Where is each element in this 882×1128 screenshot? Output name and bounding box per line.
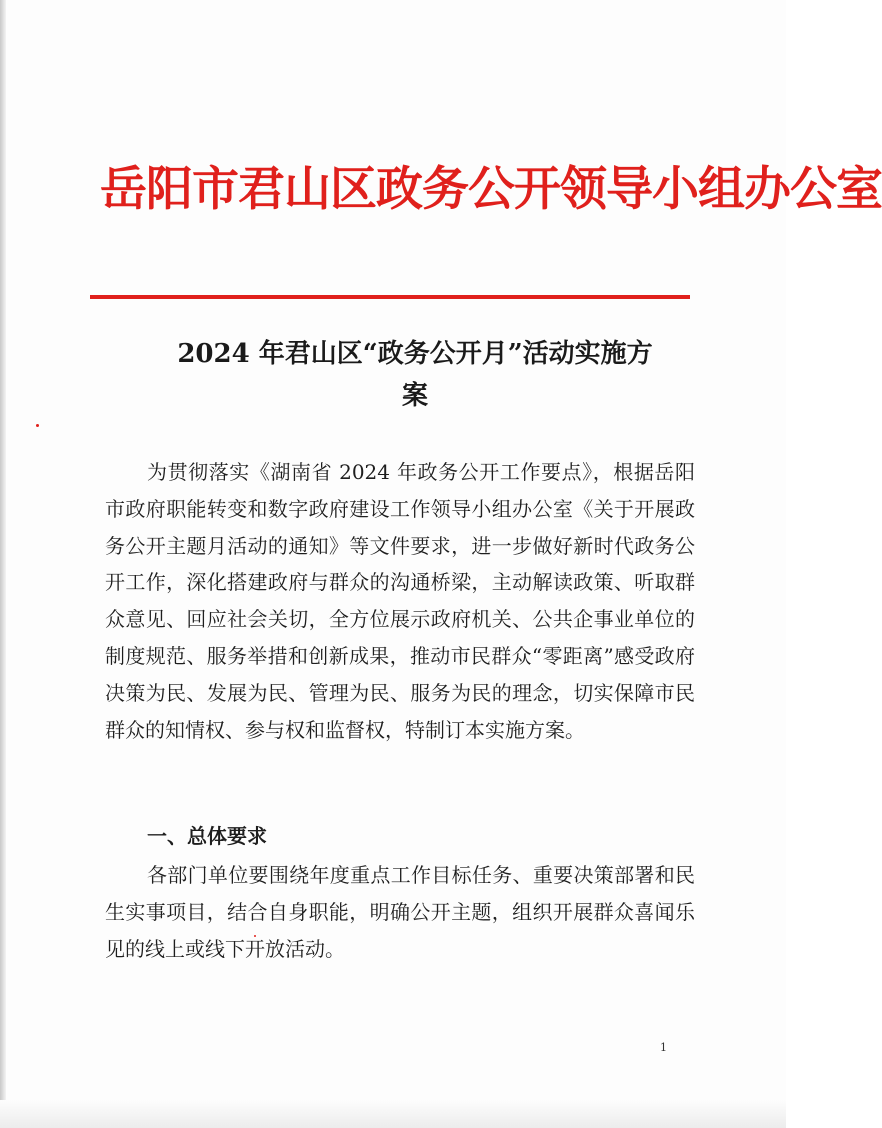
document-title-line-2: 案: [401, 381, 428, 411]
intro-paragraph: 为贯彻落实《湖南省 2024 年政务公开工作要点》，根据岳阳市政府职能转变和数字政府建设工作领导小组办公室《关于开展政务公开主题月活动的通知》等文件要求，进一步做好新时代政务公开工作，深化搭建政府与群众的沟通桥梁，主动解读政策、听取群众意见、回应社会关切，全方位展示政府机关、公共企事业单位的制度规范、服务举措和创新成果，推动市民群众“零距离”感受政府决策为民、发展为民、管理为民、服务为民的理念，切实保障市民群众的知情权、参与权和监督权，特制订本实施方案。: [105, 460, 695, 742]
red-ink-speck: [254, 935, 256, 937]
red-ink-speck: [36, 424, 39, 427]
scan-bottom-shade: [0, 1100, 786, 1128]
section-heading-general-requirements: 一、总体要求: [147, 824, 267, 848]
page-number: 1: [660, 1041, 667, 1054]
document-title-line-1: 2024 年君山区“政务公开月”活动实施方: [177, 339, 653, 369]
general-requirements-paragraph: 各部门单位要围绕年度重点工作目标任务、重要决策部署和民生实事项目，结合自身职能，明确公开主题，组织开展群众喜闻乐见的线上或线下开放活动。: [105, 863, 695, 961]
issuing-organization-title: 岳阳市君山区政务公开领导小组办公室: [100, 162, 882, 217]
header-red-rule: [90, 295, 690, 299]
document-title: [120, 333, 700, 417]
scan-left-edge: [0, 0, 6, 1128]
